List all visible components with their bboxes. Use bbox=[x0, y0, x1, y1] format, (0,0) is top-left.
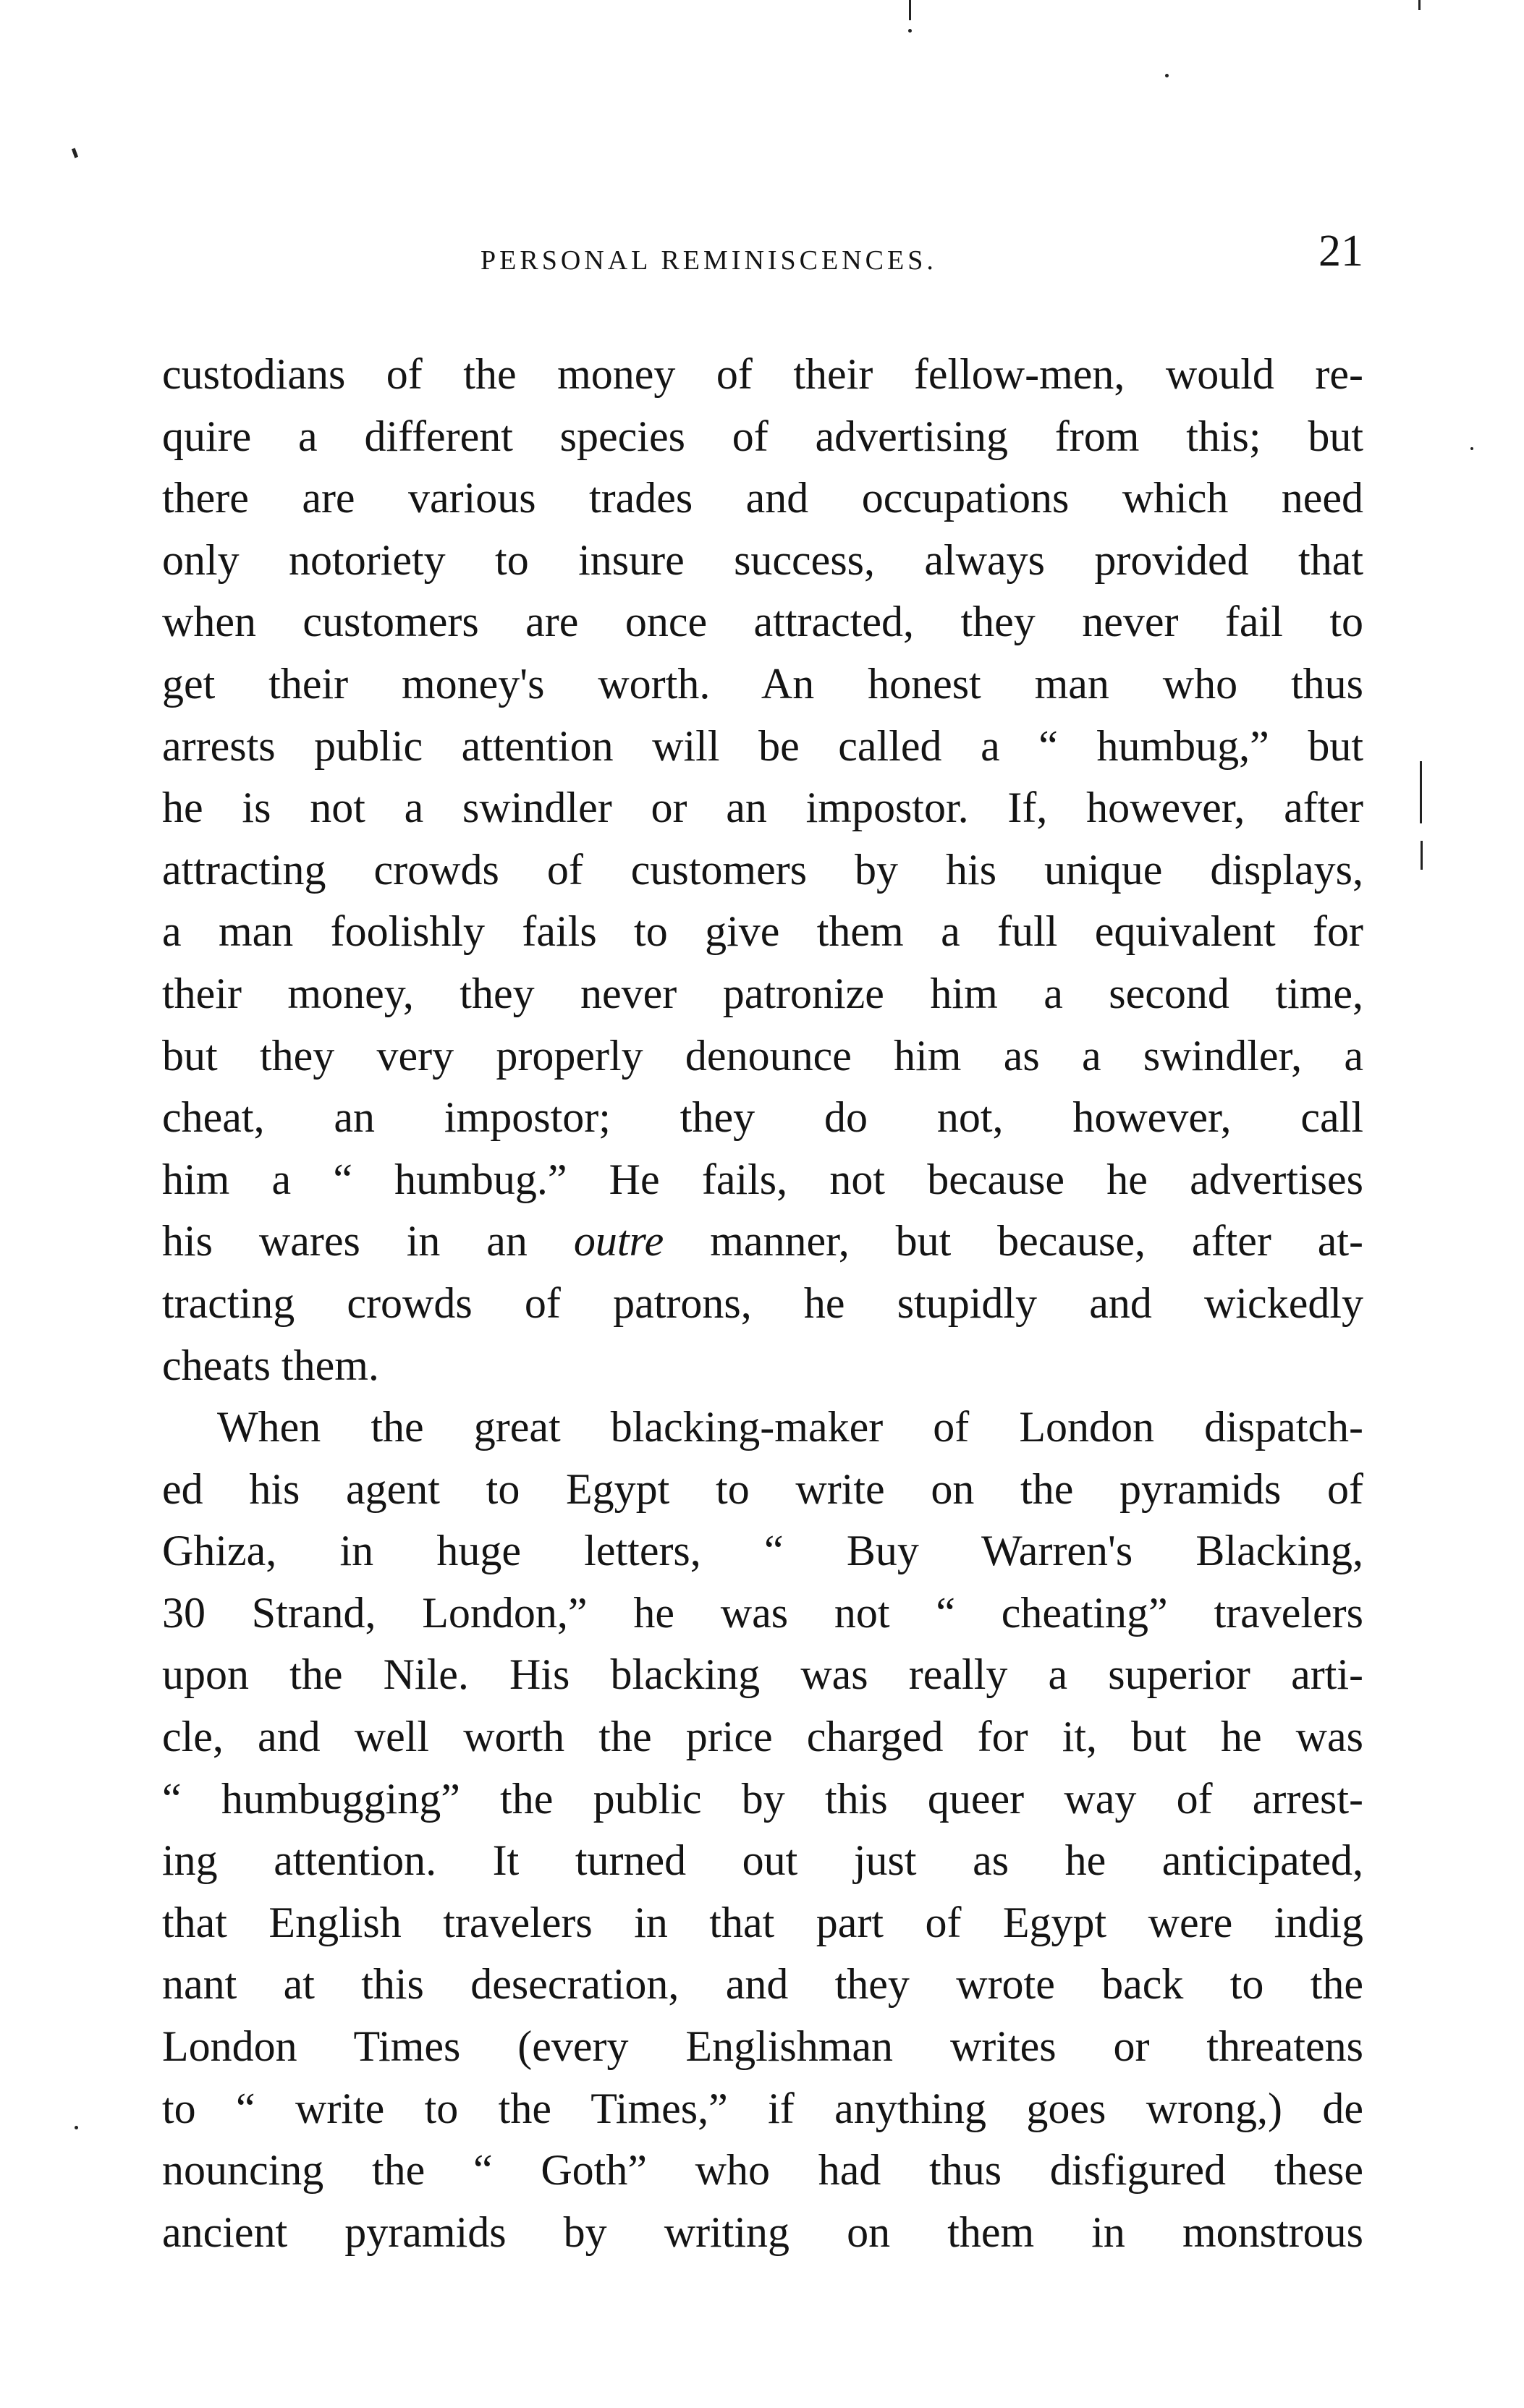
text-line: when customers are once attracted, they never fail to bbox=[162, 598, 1363, 646]
text-line: custodians of the money of their fellow-men, would re- bbox=[162, 350, 1363, 398]
page-number: 21 bbox=[1318, 226, 1363, 276]
text-line: their money, they never patronize him a second time, bbox=[162, 969, 1363, 1017]
page-header bbox=[162, 219, 1363, 284]
text-line: ancient pyramids by writing on them in monstrous bbox=[162, 2208, 1363, 2256]
text-line: “ humbugging” the public by this queer way of arrest- bbox=[162, 1774, 1363, 1823]
body-text bbox=[162, 344, 1363, 2263]
text-line: get their money's worth. An honest man who thus bbox=[162, 659, 1363, 708]
print-mark bbox=[1470, 447, 1473, 450]
text-line: nant at this desecration, and they wrote back to the bbox=[162, 1960, 1363, 2009]
text-line: Ghiza, in huge letters, “ Buy Warren's Blacking, bbox=[162, 1527, 1363, 1575]
text-line: cheats them. bbox=[162, 1341, 379, 1389]
print-mark bbox=[1420, 761, 1422, 823]
print-mark bbox=[1165, 74, 1169, 77]
text-line: to “ write to the Times,” if anything goes wrong,) de bbox=[162, 2084, 1363, 2132]
text-line: London Times (every Englishman writes or threatens bbox=[162, 2022, 1363, 2071]
text-line: there are various trades and occupations which need bbox=[162, 474, 1363, 522]
text-line: When the great blacking-maker of London dispatch- bbox=[217, 1403, 1363, 1451]
text-line: that English travelers in that part of Egypt were indig bbox=[162, 1898, 1363, 1946]
text-line: arrests public attention will be called a “ humbug,” but bbox=[162, 721, 1363, 770]
text-line: but they very properly denounce him as a swindler, a bbox=[162, 1031, 1363, 1080]
text-segment: his wares in an bbox=[162, 1217, 528, 1266]
print-mark bbox=[908, 29, 912, 33]
text-line: 30 Strand, London,” he was not “ cheating” travelers bbox=[162, 1588, 1363, 1637]
print-mark bbox=[909, 0, 911, 20]
print-mark bbox=[75, 2126, 78, 2129]
text-line: nouncing the “ Goth” who had thus disfigured these bbox=[162, 2146, 1363, 2195]
text-line: quire a different species of advertising from this; but bbox=[162, 412, 1363, 460]
print-mark bbox=[1418, 0, 1421, 10]
running-head: PERSONAL REMINISCENCES. bbox=[481, 245, 937, 276]
text-line: a man foolishly fails to give them a full equivalent for bbox=[162, 907, 1363, 956]
text-line bbox=[162, 1211, 1363, 1273]
text-segment: manner, but because, after at- bbox=[710, 1217, 1364, 1266]
text-line: tracting crowds of patrons, he stupidly and wickedly bbox=[162, 1279, 1363, 1327]
text-line: ed his agent to Egypt to write on the pyramids of bbox=[162, 1464, 1363, 1513]
text-line: him a “ humbug.” He fails, not because he advertises bbox=[162, 1155, 1363, 1203]
text-line: upon the Nile. His blacking was really a superior arti- bbox=[162, 1650, 1363, 1699]
text-line: attracting crowds of customers by his unique displays, bbox=[162, 845, 1363, 894]
print-mark bbox=[1421, 841, 1423, 870]
text-line: ing attention. It turned out just as he anticipated, bbox=[162, 1836, 1363, 1885]
text-line: only notoriety to insure success, always provided that bbox=[162, 535, 1363, 584]
text-line: cle, and well worth the price charged for it, but he was bbox=[162, 1713, 1363, 1761]
text-line: cheat, an impostor; they do not, however, call bbox=[162, 1093, 1363, 1142]
print-mark bbox=[72, 148, 78, 158]
text-line: he is not a swindler or an impostor. If, however, after bbox=[162, 784, 1363, 832]
italic-word: outre bbox=[573, 1217, 664, 1266]
